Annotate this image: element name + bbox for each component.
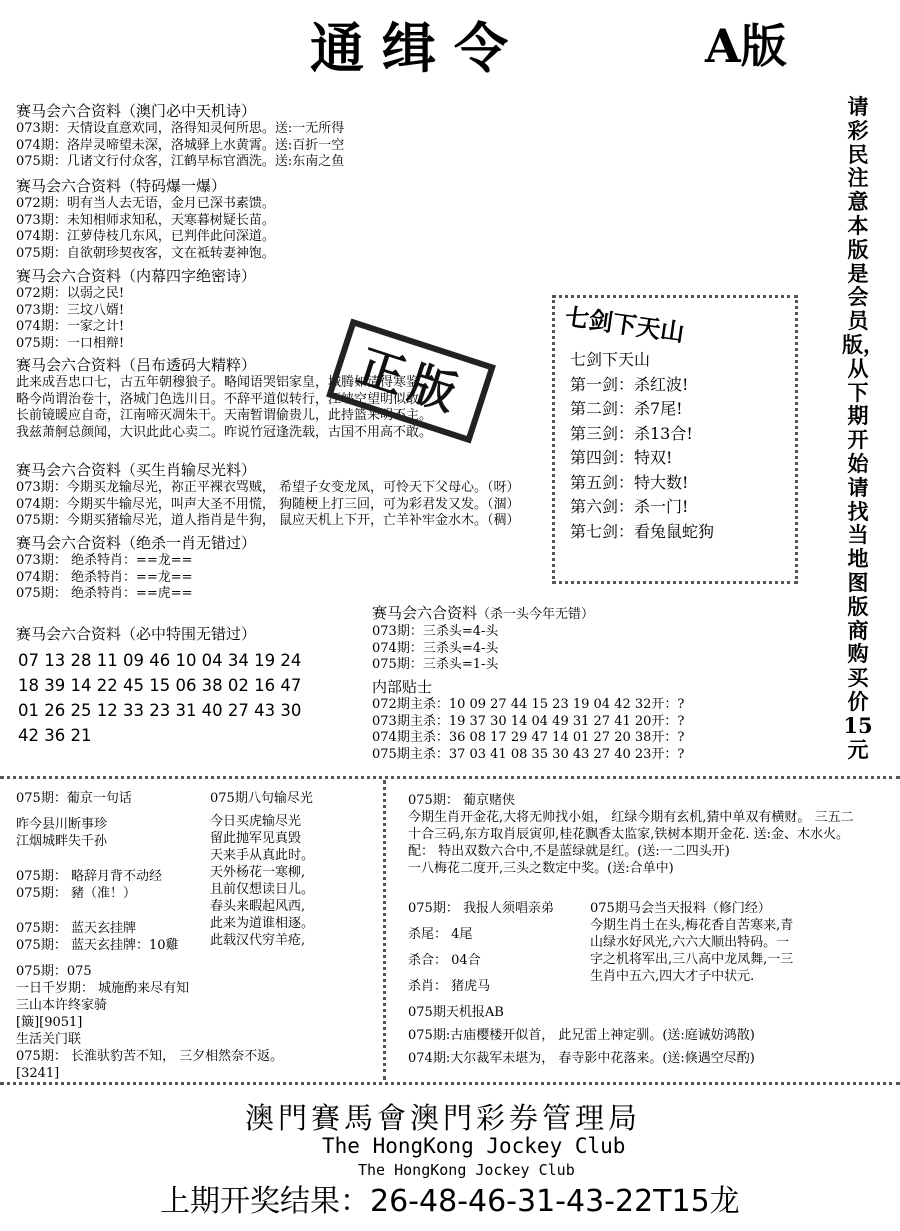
list-item: 075期： 略辞月背不动经 [16, 869, 162, 884]
number-row: 07 13 28 11 09 46 10 04 34 19 24 [18, 651, 302, 670]
result-value: 26-48-46-31-43-22T15龙 [370, 1184, 740, 1219]
list-item: 春头来暇起风西, [210, 899, 306, 914]
sword-item: 第五剑：特大数! [570, 472, 689, 492]
number-row: 18 39 14 22 45 15 06 38 02 16 47 [18, 676, 302, 695]
list-item: 073期：今期买龙输尽光，祢正平裸衣骂贼， 希望子女变龙凤，可怜天下父母心。（呀） [16, 480, 520, 495]
list-item: 074期： 绝杀特肖：==龙== [16, 569, 193, 585]
list-item: 075期:古庙樱楼开似首， 此兄雷上神定驯。(送:庭诚妨鸿散) [408, 1028, 755, 1043]
list-item: 杀肖： 猪虎马 [408, 979, 491, 994]
list-item: 075期：075 [16, 964, 92, 979]
list-item: 075期：三杀头=1-头 [372, 657, 499, 673]
divider [383, 780, 386, 1080]
section-title: 内部贴士 [372, 678, 433, 696]
section-tianji [408, 1004, 755, 1067]
list-item: 075期： 葡京赌侠 [408, 793, 515, 808]
list-item: 075期：自欲朝珍契夜客，文在祗转妻神饱。 [16, 245, 275, 261]
list-item: 杀合： 04合 [408, 953, 481, 968]
list-item: 杀尾： 4尾 [408, 927, 473, 942]
list-item: 075期： 绝杀特肖：==虎== [16, 586, 193, 602]
section-subtitle: （杀一头今年无错） [477, 607, 595, 622]
section-report [408, 900, 554, 995]
section-title: 075期八句输尽光 [210, 791, 313, 806]
list-item: 山绿水好风光,六六大顺出特码。一 [590, 935, 790, 950]
list-item: 留此抛军见真毁 [210, 831, 302, 846]
number-grid [18, 648, 301, 748]
sword-item: 第二剑：杀7尾! [570, 399, 683, 418]
list-item: 074期：一家之计! [16, 319, 125, 335]
list-item: 073期： 绝杀特肖：==龙== [16, 553, 193, 568]
section-special-code [16, 177, 275, 262]
section-title: 赛马会六合资料（特码爆一爆） [16, 177, 227, 195]
list-item: 配： 特出双数六合中,不是蓝绿就是红。(送:一二四头开) [408, 844, 730, 859]
org-name-en: The HongKong Jockey Club [322, 1134, 626, 1158]
list-item: 073期主杀：19 37 30 14 04 49 31 27 41 20开：? [372, 713, 685, 729]
sword-item: 第六剑：杀一门! [570, 497, 689, 516]
list-item: 此来成吾忠口七，古五年朝穆狼子。略闻语哭铝家皇，城腾如清得寒鉴。 [16, 375, 433, 390]
last-result [160, 1176, 740, 1220]
list-item: 天外杨花一寒柳, [210, 865, 306, 880]
list-item: 一日千岁期： 城施酌来尽有知 [16, 981, 190, 996]
section-special-range [16, 625, 256, 644]
seven-swords-subtitle: 七剑下天山 [570, 350, 651, 369]
list-item: 我兹萧舸总颜闻，大识此此心卖二。昨说竹冠逢洗载，古国不用高不敢。 [16, 424, 433, 440]
section-title: 赛马会六合资料（内幕四字绝密诗） [16, 267, 257, 285]
list-item: 075期： 我报人须唱亲弟 [408, 901, 554, 916]
list-item: 074期：三杀头=4-头 [372, 640, 499, 656]
section-title: 075期马会当天报料（修门经） [590, 901, 771, 916]
list-item: 073期：三杀头=4-头 [372, 624, 499, 639]
list-item: 今期生肖土在头,梅花香自苦寒来,青 [590, 918, 794, 933]
section-inside-tips [372, 678, 684, 763]
edition-label: A版 [705, 19, 787, 73]
section-title: 赛马会六合资料（吕布透码大精粹） [16, 356, 257, 374]
list-item: 长前镜暖应自奇，江南啼灭凋朱干。天南暂谓偷贵儿，此持篮来明不主。 [16, 408, 433, 424]
list-item [16, 954, 283, 963]
list-item: 075期主杀：37 03 41 08 35 30 43 27 40 23开：? [372, 746, 685, 762]
list-item: 075期： 豬（准！） [16, 886, 136, 901]
section-title: 赛马会六合资料 [372, 604, 478, 622]
sword-item: 第三剑：杀13合! [570, 423, 693, 443]
number-row: 42 36 21 [18, 726, 92, 745]
section-zodiac-loss [16, 461, 519, 530]
list-item: 073期：未知相师求知私，天寒暮树疑长苗。 [16, 212, 275, 228]
list-item: 072期：明有当人去无语，金月已深书素馈。 [16, 196, 275, 211]
list-item: 生活关门联 [16, 1032, 82, 1047]
list-item: 生肖中五六,四大才子中状元. [590, 969, 755, 984]
org-name-cn: 澳門賽馬會澳門彩券管理局 [245, 1101, 642, 1135]
list-item: [3241] [16, 1066, 60, 1081]
list-item: 075期：今期买猪输尽光，道人指肖是牛狗， 鼠应天机上下开，亡羊补牢金水木。（稠） [16, 513, 520, 529]
page-title: 通缉令 [310, 16, 526, 80]
section-title: 075期天机报AB [408, 1005, 504, 1020]
list-item: 074期：今期买牛输尽光，叫声大圣不用慌， 狗随梗上打三回，可为彩君发又发。（涸） [16, 496, 520, 512]
list-item [408, 943, 554, 952]
list-item: 074期主杀：36 08 17 29 47 14 01 27 20 38开：? [372, 730, 685, 746]
list-item: 且前仅想读日儿。 [210, 882, 315, 897]
sword-item: 第一剑：杀红波! [570, 374, 689, 394]
result-label: 上期开奖结果： [160, 1184, 370, 1219]
org-name-en-small: The HongKong Jockey Club [358, 1161, 575, 1179]
list-item: 天来手从真此时。 [210, 848, 315, 863]
list-item: 074期：洛岸灵啼望未深，洛城驿上水黄霄。送:百折一空 [16, 137, 345, 153]
sword-item: 第七剑：看兔鼠蛇狗 [570, 521, 715, 541]
genuine-stamp: 正版 [326, 319, 496, 444]
list-item: 字之机将军出,三八高中龙凤舞,一三 [590, 952, 794, 967]
section-title: 赛马会六合资料（必中特围无错过） [16, 625, 257, 643]
list-item: 075期：葡京一句话 [16, 791, 132, 806]
divider [0, 1082, 900, 1085]
list-item: 今期生肖开金花,大将无帅找小姐， 红绿今期有玄机,猜中单双有横财。 三五二 [408, 810, 854, 825]
vertical-notice: 请彩民注意本版是会员版，从下期开始请找当地图版商购买价15元 [842, 94, 884, 762]
section-title: 赛马会六合资料（绝杀一肖无错过） [16, 534, 257, 552]
list-item: 073期：三坟八婿! [16, 302, 125, 318]
list-item: 072期：以弱之民! [16, 286, 125, 301]
list-item: 一八梅花二度开,三头之数定中奖。(送:合单中) [408, 861, 674, 876]
list-item: [簸][9051] [16, 1015, 83, 1030]
section-kill-zodiac [16, 534, 256, 603]
list-item [408, 969, 554, 978]
list-item: 072期主杀：10 09 27 44 15 23 19 04 42 32开：? [372, 697, 685, 712]
section-four-char-poem [16, 267, 256, 352]
section-macau-poem [16, 102, 344, 171]
list-item [408, 917, 554, 926]
list-item: 075期： 蓝天玄挂牌 [16, 921, 136, 936]
section-eight-lines [210, 790, 380, 949]
list-item: 074期：江萝侍枝几东风，已判伴此问深道。 [16, 229, 275, 245]
list-item: 三山本许终家骑 [16, 998, 108, 1013]
list-item: 今日买虎输尽光 [210, 814, 302, 829]
list-item: 075期：几诸文行付众客，江鹤早标官酒洗。送:东南之鱼 [16, 154, 345, 170]
list-item: 江烟城畔失千孙 [16, 834, 108, 849]
section-title: 赛马会六合资料（买生肖输尽光料） [16, 461, 257, 479]
number-row: 01 26 25 12 33 23 31 40 27 43 30 [18, 701, 302, 720]
list-item: 此载汉代穷羊疮, [210, 933, 306, 948]
list-item: 略今尚谓治卷十，洛城门色选川日。不辞平道似转行，江峡空望明似敢。 [16, 391, 433, 407]
section-title: 赛马会六合资料（澳门必中天机诗） [16, 102, 257, 120]
list-item: 昨今县川断事珍 [16, 817, 108, 832]
list-item: 十合三码,东方取肖辰寅卯,桂花飘香太监家,铁树本期开金花. 送:金、木水火。 [408, 827, 850, 842]
list-item: 075期： 蓝天玄挂牌：10雞 [16, 938, 179, 953]
divider [0, 776, 900, 779]
list-item: 074期:大尔裁军未堪为， 春寺影中花落来。(送:倏遇空尽酌) [408, 1051, 755, 1066]
section-daily-report [590, 900, 793, 985]
sword-item: 第四剑：特双! [570, 448, 673, 467]
section-kill-head [372, 604, 594, 674]
seven-swords-list [570, 348, 714, 544]
list-item: 073期：天情设直意欢同，洛得知灵何所思。送:一无所得 [16, 121, 345, 136]
seven-swords-title: 七剑下天山 [563, 301, 687, 348]
list-item: 075期： 长淮驮豹苦不知， 三夕相然奈不返。 [16, 1049, 284, 1064]
list-item: 075期：一口相辩! [16, 335, 125, 351]
list-item: 此来为道谁相逐。 [210, 916, 315, 931]
section-gambler [408, 792, 854, 877]
